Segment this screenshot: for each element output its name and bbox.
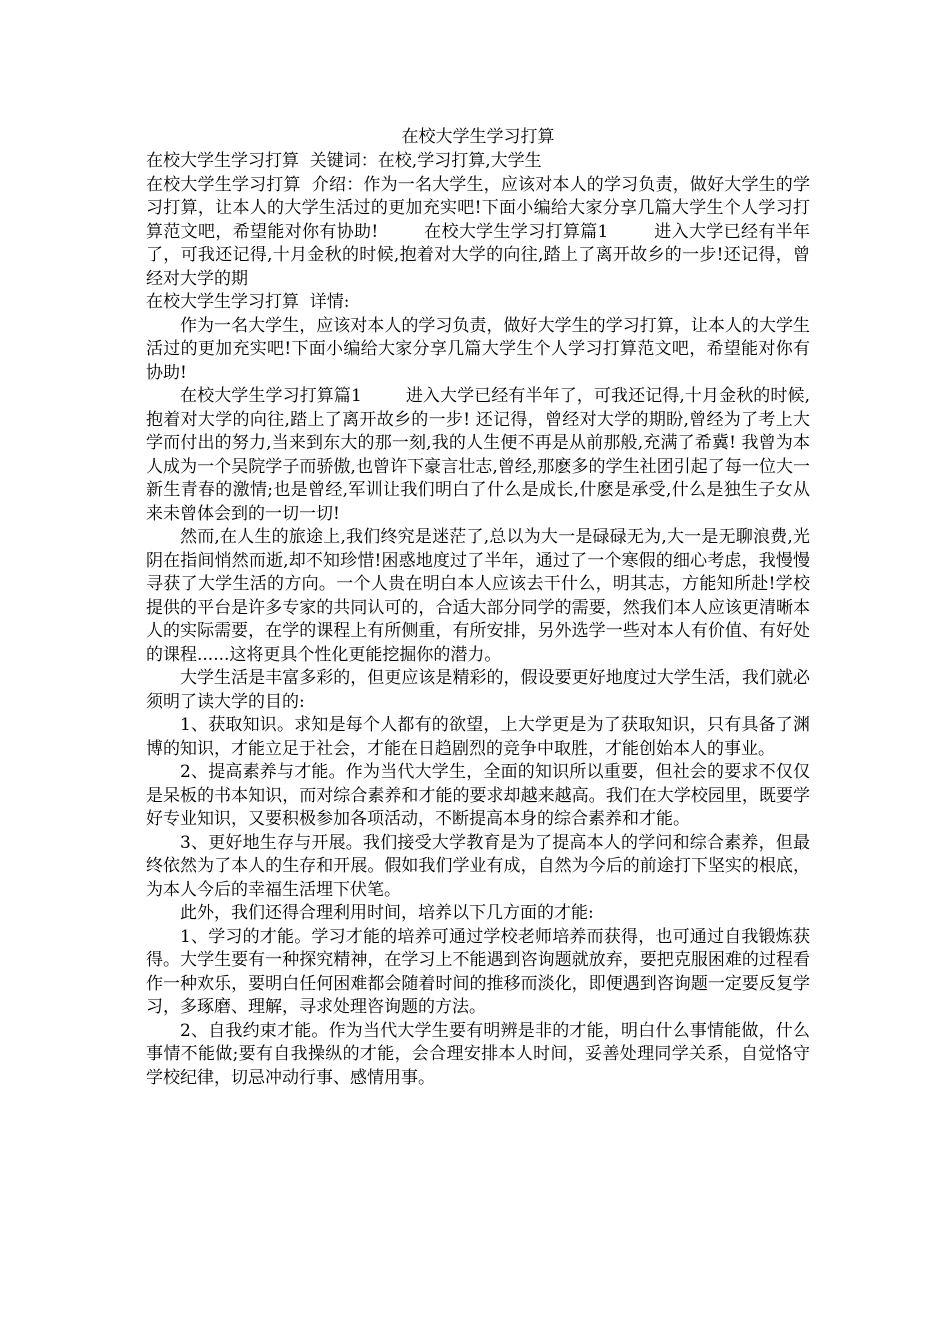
keywords-line: 在校大学生学习打算 关键词：在校,学习打算,大学生 — [146, 151, 542, 171]
body-paragraph: 3、更好地生存与开展。我们接受大学教育是为了提高本人的学问和综合素养，但最终依然为了本人的生存和开展。假如我们学业有成，自然为今后的前途打下坚实的根底，为本人今后的幸福生活埋下伏笔。 — [146, 832, 810, 900]
body-paragraph: 此外，我们还得合理利用时间，培养以下几方面的才能: — [180, 903, 594, 923]
details-label: 在校大学生学习打算 详情: — [146, 292, 350, 312]
body-paragraph: 作为一名大学生，应该对本人的学习负责，做好大学生的学习打算，让本人的大学生活过的更加充实吧!下面小编给大家分享几篇大学生个人学习打算范文吧，希望能对你有协助! — [146, 315, 810, 383]
body-paragraph: 然而,在人生的旅途上,我们终究是迷茫了,总以为大一是碌碌无为,大一是无聊浪费,光阴在指间悄然而逝,却不知珍惜!困惑地度过了半年，通过了一个寒假的细心考虑，我慢慢寻获了大学生活的方向。一个人贵在明白本人应该去干什么，明其志，方能知所赴!学校提供的平台是许多专家的共同认可的，合适大部分同学的需要，然我们本人应该更清晰本人的实际需要，在学的课程上有所侧重，有所安排，另外选学一些对本人有价值、有好处的课程......这将更具个性化更能挖掘你的潜力。 — [146, 527, 810, 665]
intro-line: 在校大学生学习打算 介绍：作为一名大学生，应该对本人的学习负责，做好大学生的学习打算，让本人的大学生活过的更加充实吧!下面小编给大家分享几篇大学生个人学习打算范文吧，希望能对你有协助! 在校大学生学习打算篇1 进入大学已经有半年了，可我还记得,十月金秋的时候,抱着对大学的向往,踏上了离开故乡的一步!还记得，曾经对大学的期 — [146, 174, 810, 289]
document-page — [146, 124, 810, 1090]
document-title: 在校大学生学习打算 — [401, 127, 555, 147]
body-paragraph: 大学生活是丰富多彩的，但更应该是精彩的，假设要更好地度过大学生活，我们就必须明了读大学的目的: — [146, 668, 810, 712]
body-paragraph: 2、提高素养与才能。作为当代大学生，全面的知识所以重要，但社会的要求不仅仅是呆板的书本知识，而对综合素养和才能的要求却越来越高。我们在大学校园里，既要学好专业知识，又要积极参加各项活动，不断提高本身的综合素养和才能。 — [146, 762, 810, 829]
body-paragraph: 在校大学生学习打算篇1 进入大学已经有半年了，可我还记得,十月金秋的时候,抱着对大学的向往,踏上了离开故乡的一步! 还记得，曾经对大学的期盼,曾经为了考上大学而付出的努力,当来到东大的那一刻,我的人生便不再是从前那般,充满了希冀! 我曾为本人成为一个吴院学子而骄傲,也曾许下豪言壮志,曾经,那麽多的学生社团引起了每一位大一新生青春的激情;也是曾经,军训让我们明白了什么是成长,什麽是承受,什么是独生子女从来未曾体会到的一切一切! — [146, 386, 810, 524]
body-paragraph: 2、自我约束才能。作为当代大学生要有明辨是非的才能，明白什么事情能做，什么事情不能做;要有自我操纵的才能，会合理安排本人时间，妥善处理同学关系，自觉恪守学校纪律，切忌冲动行事、感情用事。 — [146, 1020, 810, 1088]
body-paragraph: 1、学习的才能。学习才能的培养可通过学校老师培养而获得，也可通过自我锻炼获得。大学生要有一种探究精神，在学习上不能遇到咨询题就放弃，要把克服困难的过程看作一种欢乐，要明白任何困难都会随着时间的推移而淡化，即便遇到咨询题一定要反复学习，多琢磨、理解，寻求处理咨询题的方法。 — [146, 926, 810, 1017]
body-paragraph: 1、获取知识。求知是每个人都有的欲望，上大学更是为了获取知识，只有具备了渊博的知识，才能立足于社会，才能在日趋剧烈的竞争中取胜，才能创始本人的事业。 — [146, 715, 810, 759]
